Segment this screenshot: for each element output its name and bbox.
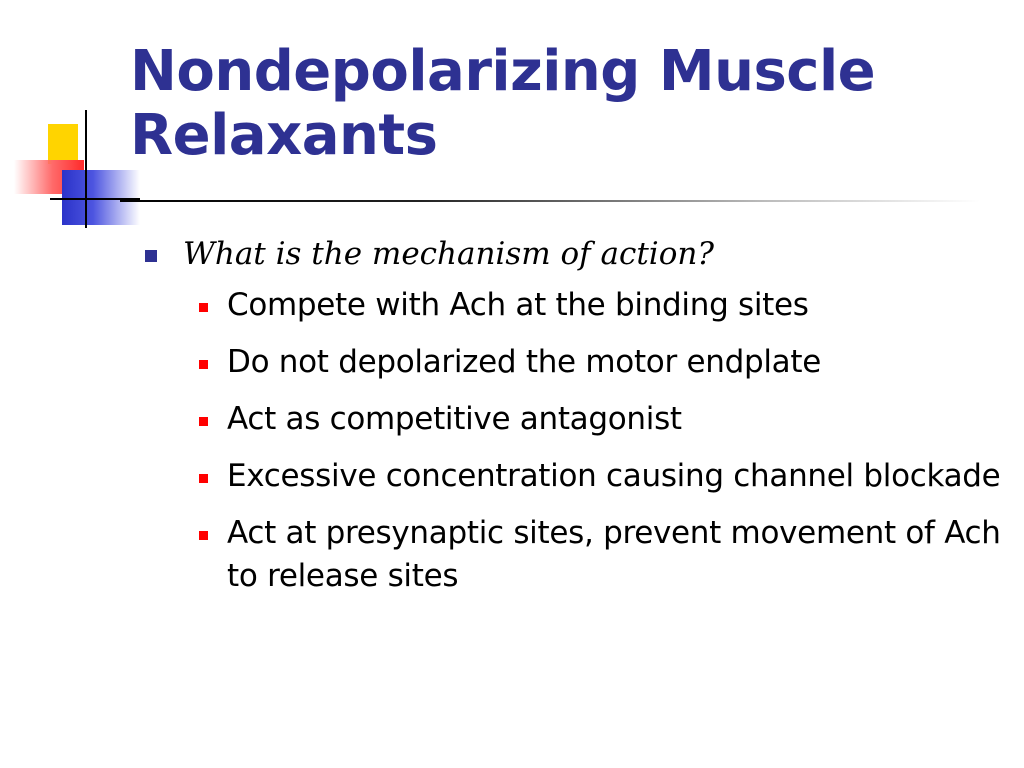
list-item xyxy=(197,512,1005,598)
question-text: What is the mechanism of action? xyxy=(183,236,714,272)
list-item xyxy=(197,398,1005,441)
title-underline xyxy=(120,200,980,202)
square-bullet-icon xyxy=(145,250,157,262)
list-item-text: Excessive concentration causing channel blockade xyxy=(227,458,1001,494)
list-item-text: Compete with Ach at the binding sites xyxy=(227,287,809,323)
vertical-line xyxy=(85,110,87,228)
list-item-text: Act as competitive antagonist xyxy=(227,401,682,437)
yellow-square xyxy=(48,124,78,164)
mechanism-list xyxy=(145,284,1005,598)
list-item xyxy=(197,455,1005,498)
list-item-text: Do not depolarized the motor endplate xyxy=(227,344,821,380)
red-bullet-icon xyxy=(199,531,208,540)
red-bullet-icon xyxy=(199,474,208,483)
list-item xyxy=(197,284,1005,327)
slide-title: Nondepolarizing Muscle Relaxants xyxy=(130,39,876,168)
list-item xyxy=(197,341,1005,384)
question-bullet xyxy=(145,232,1005,276)
list-item-text: Act at presynaptic sites, prevent movement of Ach to release sites xyxy=(227,515,1001,594)
decorative-logo xyxy=(0,0,140,240)
red-bullet-icon xyxy=(199,303,208,312)
red-bullet-icon xyxy=(199,360,208,369)
slide-content xyxy=(145,232,1005,612)
red-bullet-icon xyxy=(199,417,208,426)
